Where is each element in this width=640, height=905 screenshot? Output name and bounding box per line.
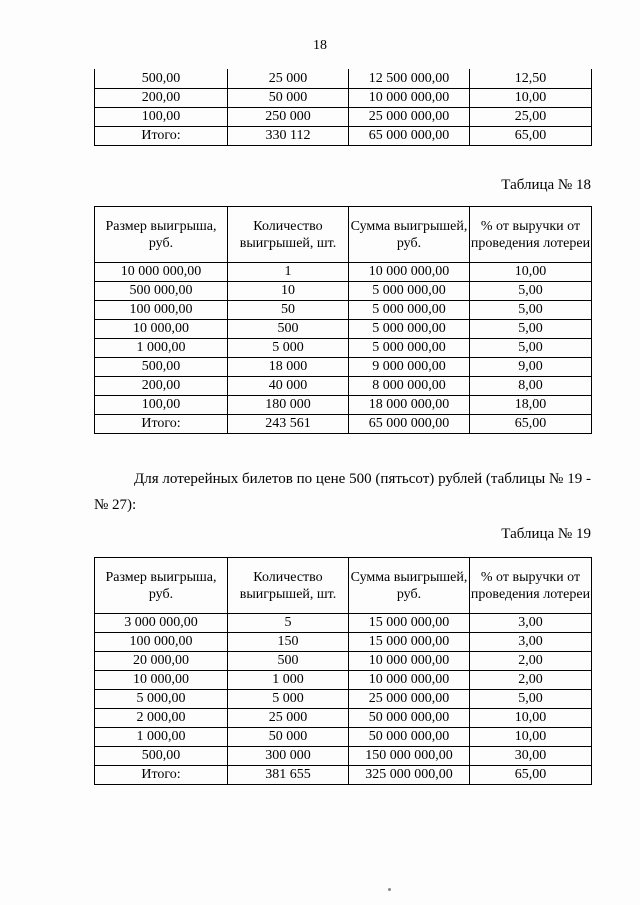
scan-speck bbox=[388, 888, 391, 891]
header-revenue-percent: % от выручки от проведения лотереи bbox=[470, 558, 592, 614]
cell-revenue-percent: 10,00 bbox=[470, 709, 592, 728]
cell-prize-count: 243 561 bbox=[228, 415, 349, 434]
cell-prize-size: 10 000,00 bbox=[95, 671, 228, 690]
cell-prize-sum: 5 000 000,00 bbox=[349, 320, 470, 339]
cell-prize-size: 20 000,00 bbox=[95, 652, 228, 671]
table-row bbox=[95, 690, 592, 709]
table-row bbox=[95, 396, 592, 415]
cell-prize-sum: 150 000 000,00 bbox=[349, 747, 470, 766]
table-row bbox=[95, 108, 592, 127]
cell-prize-sum: 10 000 000,00 bbox=[349, 671, 470, 690]
cell-prize-count: 50 000 bbox=[228, 728, 349, 747]
cell-prize-count: 50 bbox=[228, 301, 349, 320]
cell-prize-count: 330 112 bbox=[228, 127, 349, 146]
cell-prize-count: 500 bbox=[228, 320, 349, 339]
cell-prize-sum: 50 000 000,00 bbox=[349, 709, 470, 728]
table-row bbox=[95, 263, 592, 282]
cell-prize-count: 381 655 bbox=[228, 766, 349, 785]
cell-prize-size: 200,00 bbox=[95, 377, 228, 396]
cell-prize-sum: 10 000 000,00 bbox=[349, 652, 470, 671]
cell-prize-count: 50 000 bbox=[228, 89, 349, 108]
table-row bbox=[95, 320, 592, 339]
cell-prize-size: 10 000 000,00 bbox=[95, 263, 228, 282]
cell-prize-sum: 10 000 000,00 bbox=[349, 263, 470, 282]
cell-prize-size: 10 000,00 bbox=[95, 320, 228, 339]
table-row bbox=[95, 127, 592, 146]
table-row bbox=[95, 633, 592, 652]
table-18-header-row bbox=[95, 207, 592, 263]
table-18-caption: Таблица № 18 bbox=[501, 177, 591, 193]
table-row bbox=[95, 70, 592, 89]
cell-prize-count: 1 bbox=[228, 263, 349, 282]
cell-prize-count: 300 000 bbox=[228, 747, 349, 766]
table-row bbox=[95, 747, 592, 766]
cell-prize-sum: 50 000 000,00 bbox=[349, 728, 470, 747]
cell-prize-size: 500 000,00 bbox=[95, 282, 228, 301]
cell-prize-size: 1 000,00 bbox=[95, 339, 228, 358]
cell-revenue-percent: 3,00 bbox=[470, 614, 592, 633]
cell-revenue-percent: 2,00 bbox=[470, 652, 592, 671]
cell-revenue-percent: 30,00 bbox=[470, 747, 592, 766]
cell-revenue-percent: 25,00 bbox=[470, 108, 592, 127]
table-18 bbox=[94, 206, 592, 434]
cell-prize-sum: 65 000 000,00 bbox=[349, 127, 470, 146]
table-row bbox=[95, 614, 592, 633]
cell-revenue-percent: 65,00 bbox=[470, 127, 592, 146]
ticket-price-paragraph: Для лотерейных билетов по цене 500 (пятьсот) рублей (таблицы № 19 - № 27): bbox=[94, 471, 591, 513]
cell-prize-size: 500,00 bbox=[95, 747, 228, 766]
cell-prize-sum: 325 000 000,00 bbox=[349, 766, 470, 785]
header-prize-size: Размер выигрыша, руб. bbox=[95, 558, 228, 614]
cell-prize-size: Итого: bbox=[95, 415, 228, 434]
cell-prize-count: 5 000 bbox=[228, 690, 349, 709]
table-19-header-row bbox=[95, 558, 592, 614]
cell-revenue-percent: 18,00 bbox=[470, 396, 592, 415]
table-row bbox=[95, 377, 592, 396]
cell-prize-count: 500 bbox=[228, 652, 349, 671]
table-row bbox=[95, 652, 592, 671]
cell-prize-count: 25 000 bbox=[228, 709, 349, 728]
cell-revenue-percent: 12,50 bbox=[470, 70, 592, 89]
cell-revenue-percent: 5,00 bbox=[470, 690, 592, 709]
cell-prize-sum: 5 000 000,00 bbox=[349, 301, 470, 320]
continued-table bbox=[94, 69, 592, 146]
cell-revenue-percent: 65,00 bbox=[470, 415, 592, 434]
cell-prize-sum: 18 000 000,00 bbox=[349, 396, 470, 415]
cell-revenue-percent: 5,00 bbox=[470, 282, 592, 301]
page-number: 18 bbox=[313, 38, 327, 53]
cell-prize-count: 18 000 bbox=[228, 358, 349, 377]
table-19-caption: Таблица № 19 bbox=[501, 526, 591, 542]
cell-prize-sum: 5 000 000,00 bbox=[349, 282, 470, 301]
header-revenue-percent: % от выручки от проведения лотереи bbox=[470, 207, 592, 263]
table-row bbox=[95, 301, 592, 320]
cell-prize-sum: 15 000 000,00 bbox=[349, 633, 470, 652]
cell-prize-sum: 9 000 000,00 bbox=[349, 358, 470, 377]
cell-prize-size: 100 000,00 bbox=[95, 301, 228, 320]
cell-prize-count: 250 000 bbox=[228, 108, 349, 127]
cell-prize-sum: 5 000 000,00 bbox=[349, 339, 470, 358]
cell-revenue-percent: 2,00 bbox=[470, 671, 592, 690]
table-row bbox=[95, 415, 592, 434]
cell-revenue-percent: 10,00 bbox=[470, 728, 592, 747]
cell-prize-size: Итого: bbox=[95, 127, 228, 146]
cell-prize-sum: 15 000 000,00 bbox=[349, 614, 470, 633]
table-row bbox=[95, 671, 592, 690]
cell-revenue-percent: 65,00 bbox=[470, 766, 592, 785]
cell-prize-count: 25 000 bbox=[228, 70, 349, 89]
cell-revenue-percent: 9,00 bbox=[470, 358, 592, 377]
cell-prize-size: 500,00 bbox=[95, 358, 228, 377]
header-prize-size: Размер выигрыша, руб. bbox=[95, 207, 228, 263]
cell-revenue-percent: 5,00 bbox=[470, 320, 592, 339]
table-19 bbox=[94, 557, 592, 785]
cell-prize-size: 2 000,00 bbox=[95, 709, 228, 728]
table-row bbox=[95, 339, 592, 358]
table-row bbox=[95, 709, 592, 728]
cell-revenue-percent: 3,00 bbox=[470, 633, 592, 652]
cell-prize-sum: 12 500 000,00 bbox=[349, 70, 470, 89]
table-row bbox=[95, 282, 592, 301]
cell-prize-size: 100,00 bbox=[95, 108, 228, 127]
header-prize-count: Количество выигрышей, шт. bbox=[228, 558, 349, 614]
cell-revenue-percent: 5,00 bbox=[470, 301, 592, 320]
header-prize-count: Количество выигрышей, шт. bbox=[228, 207, 349, 263]
table-row bbox=[95, 728, 592, 747]
cell-prize-size: 1 000,00 bbox=[95, 728, 228, 747]
cell-prize-count: 1 000 bbox=[228, 671, 349, 690]
cell-revenue-percent: 8,00 bbox=[470, 377, 592, 396]
cell-prize-size: 200,00 bbox=[95, 89, 228, 108]
cell-prize-size: Итого: bbox=[95, 766, 228, 785]
cell-prize-sum: 65 000 000,00 bbox=[349, 415, 470, 434]
cell-prize-size: 100,00 bbox=[95, 396, 228, 415]
header-prize-sum: Сумма выигрышей, руб. bbox=[349, 207, 470, 263]
table-row bbox=[95, 89, 592, 108]
cell-prize-sum: 10 000 000,00 bbox=[349, 89, 470, 108]
header-prize-sum: Сумма выигрышей, руб. bbox=[349, 558, 470, 614]
cell-prize-sum: 8 000 000,00 bbox=[349, 377, 470, 396]
cell-prize-size: 3 000 000,00 bbox=[95, 614, 228, 633]
cell-revenue-percent: 10,00 bbox=[470, 89, 592, 108]
cell-prize-count: 150 bbox=[228, 633, 349, 652]
cell-prize-sum: 25 000 000,00 bbox=[349, 690, 470, 709]
cell-prize-count: 10 bbox=[228, 282, 349, 301]
cell-prize-count: 5 000 bbox=[228, 339, 349, 358]
table-row bbox=[95, 766, 592, 785]
cell-prize-count: 180 000 bbox=[228, 396, 349, 415]
cell-revenue-percent: 5,00 bbox=[470, 339, 592, 358]
cell-prize-size: 500,00 bbox=[95, 70, 228, 89]
cell-prize-size: 5 000,00 bbox=[95, 690, 228, 709]
table-row bbox=[95, 358, 592, 377]
cell-prize-count: 5 bbox=[228, 614, 349, 633]
cell-prize-sum: 25 000 000,00 bbox=[349, 108, 470, 127]
cell-revenue-percent: 10,00 bbox=[470, 263, 592, 282]
cell-prize-count: 40 000 bbox=[228, 377, 349, 396]
cell-prize-size: 100 000,00 bbox=[95, 633, 228, 652]
